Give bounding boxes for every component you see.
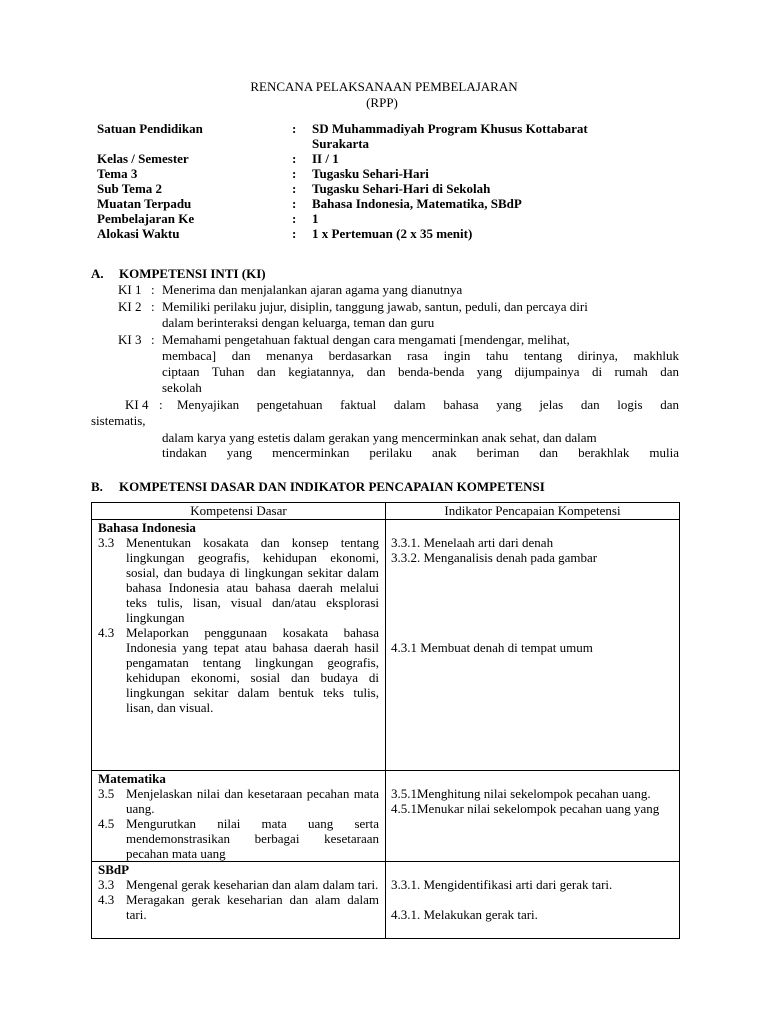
indicator-text: Menghitung nilai sekelompok pecahan uang. [417,786,651,801]
identity-label: Alokasi Waktu [97,226,180,241]
identity-label: Tema 3 [97,166,138,181]
identity-colon: : [292,121,297,136]
identity-label: Pembelajaran Ke [97,211,195,226]
ki-text: Menyajikan pengetahuan faktual dalam bahasa yang jelas dan logis dan [177,397,679,412]
identity-label: Muatan Terpadu [97,196,192,211]
section-title: KOMPETENSI INTI (KI) [119,266,266,281]
section-b-heading [91,479,545,494]
kd-cell [92,520,386,771]
kd-item [92,877,385,892]
ki-text: Memahami pengetahuan faktual dengan cara mengamati [mendengar, melihat, [162,332,570,347]
ki-text: sistematis, [91,413,146,428]
kd-text: Menjelaskan nilai dan kesetaraan pecahan mata uang. [126,786,379,816]
indicator-item: 3.3.1. Menelaah arti dari denah [391,535,554,550]
column-header: Indikator Pencapaian Kompetensi [386,503,680,520]
ki-colon: : [151,299,155,314]
ki-label: KI 1 [118,282,142,297]
document-title: RENCANA PELAKSANAAN PEMBELAJARAN [250,79,518,94]
indicator-cell [386,771,680,862]
identity-label: Kelas / Semester [97,151,189,166]
ki-text: tindakan yang mencerminkan perilaku anak beriman dan berakhlak mulia [162,445,679,460]
identity-colon: : [292,226,297,241]
kd-cell [92,771,386,862]
ki-text: dalam berinteraksi dengan keluarga, teman dan guru [162,315,435,330]
identity-value: 1 [312,211,319,226]
identity-colon: : [292,211,297,226]
kd-item [92,816,385,861]
indicator-item: 4.3.1. Melakukan gerak tari. [391,907,538,922]
ki-text: Memiliki perilaku jujur, disiplin, tanggung jawab, santun, peduli, dan percaya diri [162,299,588,314]
document-subtitle: (RPP) [366,95,398,110]
ki-colon: : [151,282,155,297]
kd-item [92,892,385,922]
indicator-number: 4.5.1. [391,801,421,816]
kd-number: 3.3 [98,535,115,550]
kd-text: Menentukan kosakata dan konsep tentang lingkungan geografis, kehidupan ekonomi, sosial, dan budaya di lingkungan sekitar dalam bahasa Indonesia atau bahasa daerah melalui teks tulis, lisan, visual dan/atau eksplorasi lingkungan [126,535,379,625]
kd-item [92,625,385,715]
table-row [92,771,680,862]
table-header-row [92,503,680,520]
identity-value: Bahasa Indonesia, Matematika, SBdP [312,196,522,211]
ki-label: KI 4 [125,397,149,412]
indicator-item: 4.3.1 Membuat denah di tempat umum [391,640,593,655]
kd-item [92,786,385,816]
identity-value-line1: SD Muhammadiyah Program Khusus Kottabarat [312,121,588,136]
ki-text: Menerima dan menjalankan ajaran agama yang dianutnya [162,282,463,297]
section-letter: A. [91,266,104,281]
subject-label: SBdP [98,862,130,877]
identity-label: Satuan Pendidikan [97,121,203,136]
kd-item [92,535,385,625]
ki-label: KI 3 [118,332,142,347]
indicator-cell [386,862,680,939]
table-row [92,862,680,939]
indicator-item: 3.3.2. Menganalisis denah pada gambar [391,550,598,565]
indicator-cell [386,520,680,771]
kd-text: Meragakan gerak keseharian dan alam dalam tari. [126,892,379,922]
identity-colon: : [292,151,297,166]
kd-number: 3.3 [98,877,115,892]
kd-number: 4.3 [98,892,115,907]
identity-colon: : [292,166,297,181]
indicator-text: Menukar nilai sekelompok pecahan uang yang [417,801,660,816]
identity-value: Tugasku Sehari-Hari di Sekolah [312,181,491,196]
indicator-number: 3.5.1. [391,786,421,801]
section-letter: B. [91,479,103,494]
indicator-item [386,786,679,801]
subject-label: Matematika [98,771,166,786]
identity-colon: : [292,196,297,211]
identity-colon: : [292,181,297,196]
ki-text: membaca] dan menanya berdasarkan rasa ingin tahu tentang dirinya, makhluk [162,348,679,363]
identity-value: Tugasku Sehari-Hari [312,166,429,181]
ki-colon: : [159,397,163,412]
kd-text: Mengenal gerak keseharian dan alam dalam tari. [126,877,379,892]
ki-text: dalam karya yang estetis dalam gerakan yang mencerminkan anak sehat, dan dalam [162,430,597,445]
identity-value-line2: Surakarta [312,136,370,151]
table-row [92,520,680,771]
identity-value: 1 x Pertemuan (2 x 35 menit) [312,226,473,241]
kd-text: Melaporkan penggunaan kosakata bahasa Indonesia yang tepat atau bahasa daerah hasil pengamatan tentang lingkungan geografis, kehidupan ekonomi, sosial dan budaya di lingkungan sekitar dalam bentuk teks tulis, lisan, dan visual. [126,625,379,715]
ki-colon: : [151,332,155,347]
kd-cell [92,862,386,939]
kd-number: 4.5 [98,816,115,831]
ki-label: KI 2 [118,299,142,314]
identity-label: Sub Tema 2 [97,181,163,196]
kd-text: Mengurutkan nilai mata uang serta mendemonstrasikan berbagai kesetaraan pecahan mata uang [126,816,379,861]
indicator-item [386,801,679,816]
identity-value [312,121,672,151]
section-a-heading [91,266,266,281]
kd-number: 3.5 [98,786,115,801]
kd-number: 4.3 [98,625,115,640]
competency-table [91,502,680,939]
ki-text: ciptaan Tuhan dan kegiatannya, dan benda-benda yang dijumpainya di rumah dan [162,364,679,379]
identity-value: II / 1 [312,151,339,166]
section-title: KOMPETENSI DASAR DAN INDIKATOR PENCAPAIAN KOMPETENSI [119,479,545,494]
subject-label: Bahasa Indonesia [98,520,196,535]
ki-text: sekolah [162,380,202,395]
indicator-item: 3.3.1. Mengidentifikasi arti dari gerak tari. [391,877,613,892]
column-header: Kompetensi Dasar [92,503,386,520]
